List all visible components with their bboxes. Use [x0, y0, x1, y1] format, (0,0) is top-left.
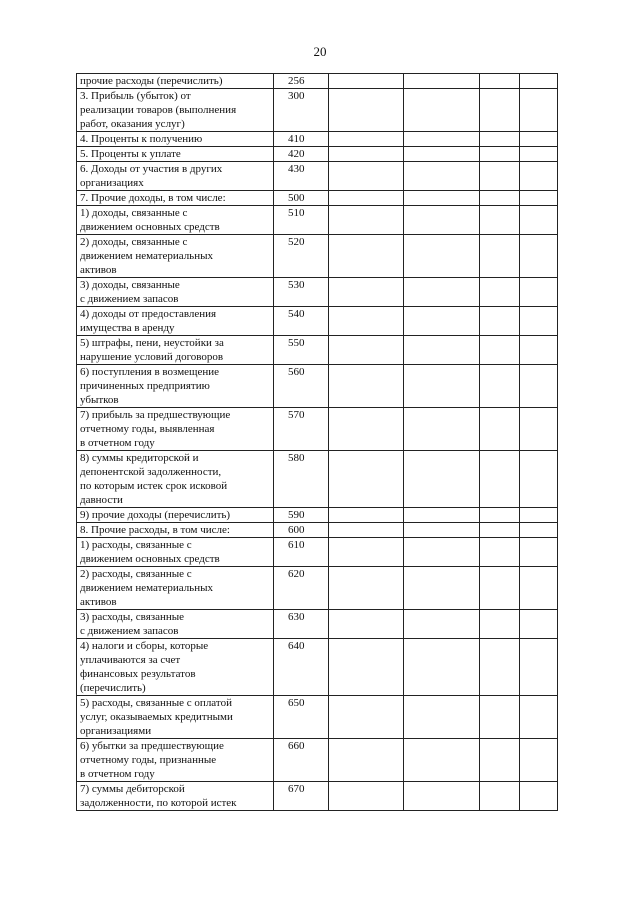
- value-cell-4: [520, 365, 558, 408]
- value-cell-4: [520, 538, 558, 567]
- row-label: 7) суммы дебиторской задолженности, по которой истек: [77, 782, 274, 811]
- row-label: 3. Прибыль (убыток) от реализации товаров (выполнения работ, оказания услуг): [77, 89, 274, 132]
- row-code: 600: [274, 523, 329, 538]
- row-label: 6. Доходы от участия в других организациях: [77, 162, 274, 191]
- row-label: 6) поступления в возмещение причиненных предприятию убытков: [77, 365, 274, 408]
- value-cell-3: [480, 132, 520, 147]
- row-label: 6) убытки за предшествующие отчетному годы, признанные в отчетном году: [77, 739, 274, 782]
- value-cell-2: [404, 74, 480, 89]
- value-cell-4: [520, 739, 558, 782]
- table-row: [77, 782, 558, 811]
- value-cell-4: [520, 191, 558, 206]
- value-cell-4: [520, 523, 558, 538]
- row-label: 1) доходы, связанные с движением основных средств: [77, 206, 274, 235]
- row-label: 5. Проценты к уплате: [77, 147, 274, 162]
- value-cell-2: [404, 739, 480, 782]
- value-cell-2: [404, 451, 480, 508]
- row-label: 4) доходы от предоставления имущества в аренду: [77, 307, 274, 336]
- value-cell-1: [329, 523, 404, 538]
- value-cell-1: [329, 147, 404, 162]
- value-cell-3: [480, 696, 520, 739]
- value-cell-2: [404, 365, 480, 408]
- row-label: прочие расходы (перечислить): [77, 74, 274, 89]
- value-cell-3: [480, 307, 520, 336]
- row-code: 500: [274, 191, 329, 206]
- value-cell-3: [480, 336, 520, 365]
- value-cell-2: [404, 567, 480, 610]
- row-label: 3) расходы, связанные с движением запасов: [77, 610, 274, 639]
- row-code: 660: [274, 739, 329, 782]
- value-cell-3: [480, 523, 520, 538]
- row-code: 630: [274, 610, 329, 639]
- value-cell-1: [329, 365, 404, 408]
- value-cell-3: [480, 639, 520, 696]
- value-cell-1: [329, 567, 404, 610]
- table-row: [77, 235, 558, 278]
- table-row: [77, 365, 558, 408]
- value-cell-4: [520, 307, 558, 336]
- value-cell-4: [520, 206, 558, 235]
- value-cell-4: [520, 508, 558, 523]
- value-cell-1: [329, 162, 404, 191]
- value-cell-1: [329, 74, 404, 89]
- row-code: 560: [274, 365, 329, 408]
- value-cell-3: [480, 74, 520, 89]
- row-code: 540: [274, 307, 329, 336]
- value-cell-3: [480, 567, 520, 610]
- value-cell-1: [329, 739, 404, 782]
- row-code: 580: [274, 451, 329, 508]
- table-row: [77, 132, 558, 147]
- row-code: 520: [274, 235, 329, 278]
- row-code: 620: [274, 567, 329, 610]
- value-cell-4: [520, 610, 558, 639]
- value-cell-4: [520, 451, 558, 508]
- value-cell-2: [404, 336, 480, 365]
- row-code: 670: [274, 782, 329, 811]
- value-cell-4: [520, 278, 558, 307]
- value-cell-4: [520, 132, 558, 147]
- value-cell-1: [329, 408, 404, 451]
- row-label: 2) доходы, связанные с движением нематериальных активов: [77, 235, 274, 278]
- row-code: 300: [274, 89, 329, 132]
- value-cell-4: [520, 639, 558, 696]
- value-cell-1: [329, 132, 404, 147]
- value-cell-1: [329, 782, 404, 811]
- value-cell-4: [520, 336, 558, 365]
- table-row: [77, 307, 558, 336]
- value-cell-1: [329, 206, 404, 235]
- value-cell-2: [404, 206, 480, 235]
- value-cell-4: [520, 235, 558, 278]
- value-cell-3: [480, 610, 520, 639]
- value-cell-3: [480, 206, 520, 235]
- row-code: 550: [274, 336, 329, 365]
- table-row: [77, 508, 558, 523]
- value-cell-1: [329, 610, 404, 639]
- table-row: [77, 74, 558, 89]
- value-cell-3: [480, 147, 520, 162]
- row-label: 1) расходы, связанные с движением основных средств: [77, 538, 274, 567]
- value-cell-2: [404, 538, 480, 567]
- row-label: 7) прибыль за предшествующие отчетному годы, выявленная в отчетном году: [77, 408, 274, 451]
- value-cell-4: [520, 567, 558, 610]
- table-row: [77, 639, 558, 696]
- row-label: 7. Прочие доходы, в том числе:: [77, 191, 274, 206]
- value-cell-1: [329, 307, 404, 336]
- row-code: 410: [274, 132, 329, 147]
- value-cell-3: [480, 408, 520, 451]
- table-row: [77, 278, 558, 307]
- row-label: 5) штрафы, пени, неустойки за нарушение условий договоров: [77, 336, 274, 365]
- table-row: [77, 610, 558, 639]
- value-cell-2: [404, 508, 480, 523]
- value-cell-1: [329, 191, 404, 206]
- value-cell-1: [329, 639, 404, 696]
- row-label: 3) доходы, связанные с движением запасов: [77, 278, 274, 307]
- row-label: 4. Проценты к получению: [77, 132, 274, 147]
- value-cell-2: [404, 696, 480, 739]
- value-cell-3: [480, 191, 520, 206]
- table-row: [77, 451, 558, 508]
- value-cell-4: [520, 162, 558, 191]
- page-number: 20: [313, 44, 327, 59]
- value-cell-4: [520, 696, 558, 739]
- value-cell-3: [480, 365, 520, 408]
- value-cell-2: [404, 235, 480, 278]
- table-row: [77, 523, 558, 538]
- row-label: 4) налоги и сборы, которые уплачиваются за счет финансовых результатов (перечислить): [77, 639, 274, 696]
- table-row: [77, 206, 558, 235]
- value-cell-4: [520, 782, 558, 811]
- value-cell-2: [404, 132, 480, 147]
- value-cell-2: [404, 639, 480, 696]
- value-cell-2: [404, 523, 480, 538]
- row-code: 530: [274, 278, 329, 307]
- value-cell-2: [404, 307, 480, 336]
- row-label: 8. Прочие расходы, в том числе:: [77, 523, 274, 538]
- row-code: 610: [274, 538, 329, 567]
- table-row: [77, 191, 558, 206]
- value-cell-1: [329, 89, 404, 132]
- value-cell-1: [329, 451, 404, 508]
- table-row: [77, 89, 558, 132]
- value-cell-3: [480, 508, 520, 523]
- value-cell-1: [329, 235, 404, 278]
- value-cell-2: [404, 278, 480, 307]
- value-cell-2: [404, 162, 480, 191]
- row-label: 9) прочие доходы (перечислить): [77, 508, 274, 523]
- value-cell-1: [329, 538, 404, 567]
- value-cell-3: [480, 739, 520, 782]
- value-cell-4: [520, 89, 558, 132]
- value-cell-3: [480, 538, 520, 567]
- row-label: 8) суммы кредиторской и депонентской задолженности, по которым истек срок исковой давности: [77, 451, 274, 508]
- value-cell-1: [329, 336, 404, 365]
- value-cell-3: [480, 235, 520, 278]
- row-code: 420: [274, 147, 329, 162]
- table-row: [77, 538, 558, 567]
- value-cell-3: [480, 782, 520, 811]
- row-code: 640: [274, 639, 329, 696]
- row-code: 430: [274, 162, 329, 191]
- value-cell-2: [404, 782, 480, 811]
- value-cell-3: [480, 162, 520, 191]
- value-cell-4: [520, 408, 558, 451]
- table-row: [77, 162, 558, 191]
- row-code: 256: [274, 74, 329, 89]
- value-cell-3: [480, 89, 520, 132]
- row-code: 510: [274, 206, 329, 235]
- table-row: [77, 147, 558, 162]
- table-row: [77, 696, 558, 739]
- value-cell-4: [520, 147, 558, 162]
- value-cell-1: [329, 696, 404, 739]
- table-row: [77, 739, 558, 782]
- value-cell-3: [480, 451, 520, 508]
- row-label: 2) расходы, связанные с движением нематериальных активов: [77, 567, 274, 610]
- table-row: [77, 567, 558, 610]
- value-cell-4: [520, 74, 558, 89]
- value-cell-2: [404, 610, 480, 639]
- value-cell-2: [404, 408, 480, 451]
- table-row: [77, 336, 558, 365]
- value-cell-2: [404, 147, 480, 162]
- row-label: 5) расходы, связанные с оплатой услуг, оказываемых кредитными организациями: [77, 696, 274, 739]
- value-cell-3: [480, 278, 520, 307]
- row-code: 590: [274, 508, 329, 523]
- table-row: [77, 408, 558, 451]
- row-code: 650: [274, 696, 329, 739]
- row-code: 570: [274, 408, 329, 451]
- value-cell-2: [404, 89, 480, 132]
- value-cell-1: [329, 508, 404, 523]
- value-cell-2: [404, 191, 480, 206]
- financial-results-table: [76, 73, 558, 811]
- value-cell-1: [329, 278, 404, 307]
